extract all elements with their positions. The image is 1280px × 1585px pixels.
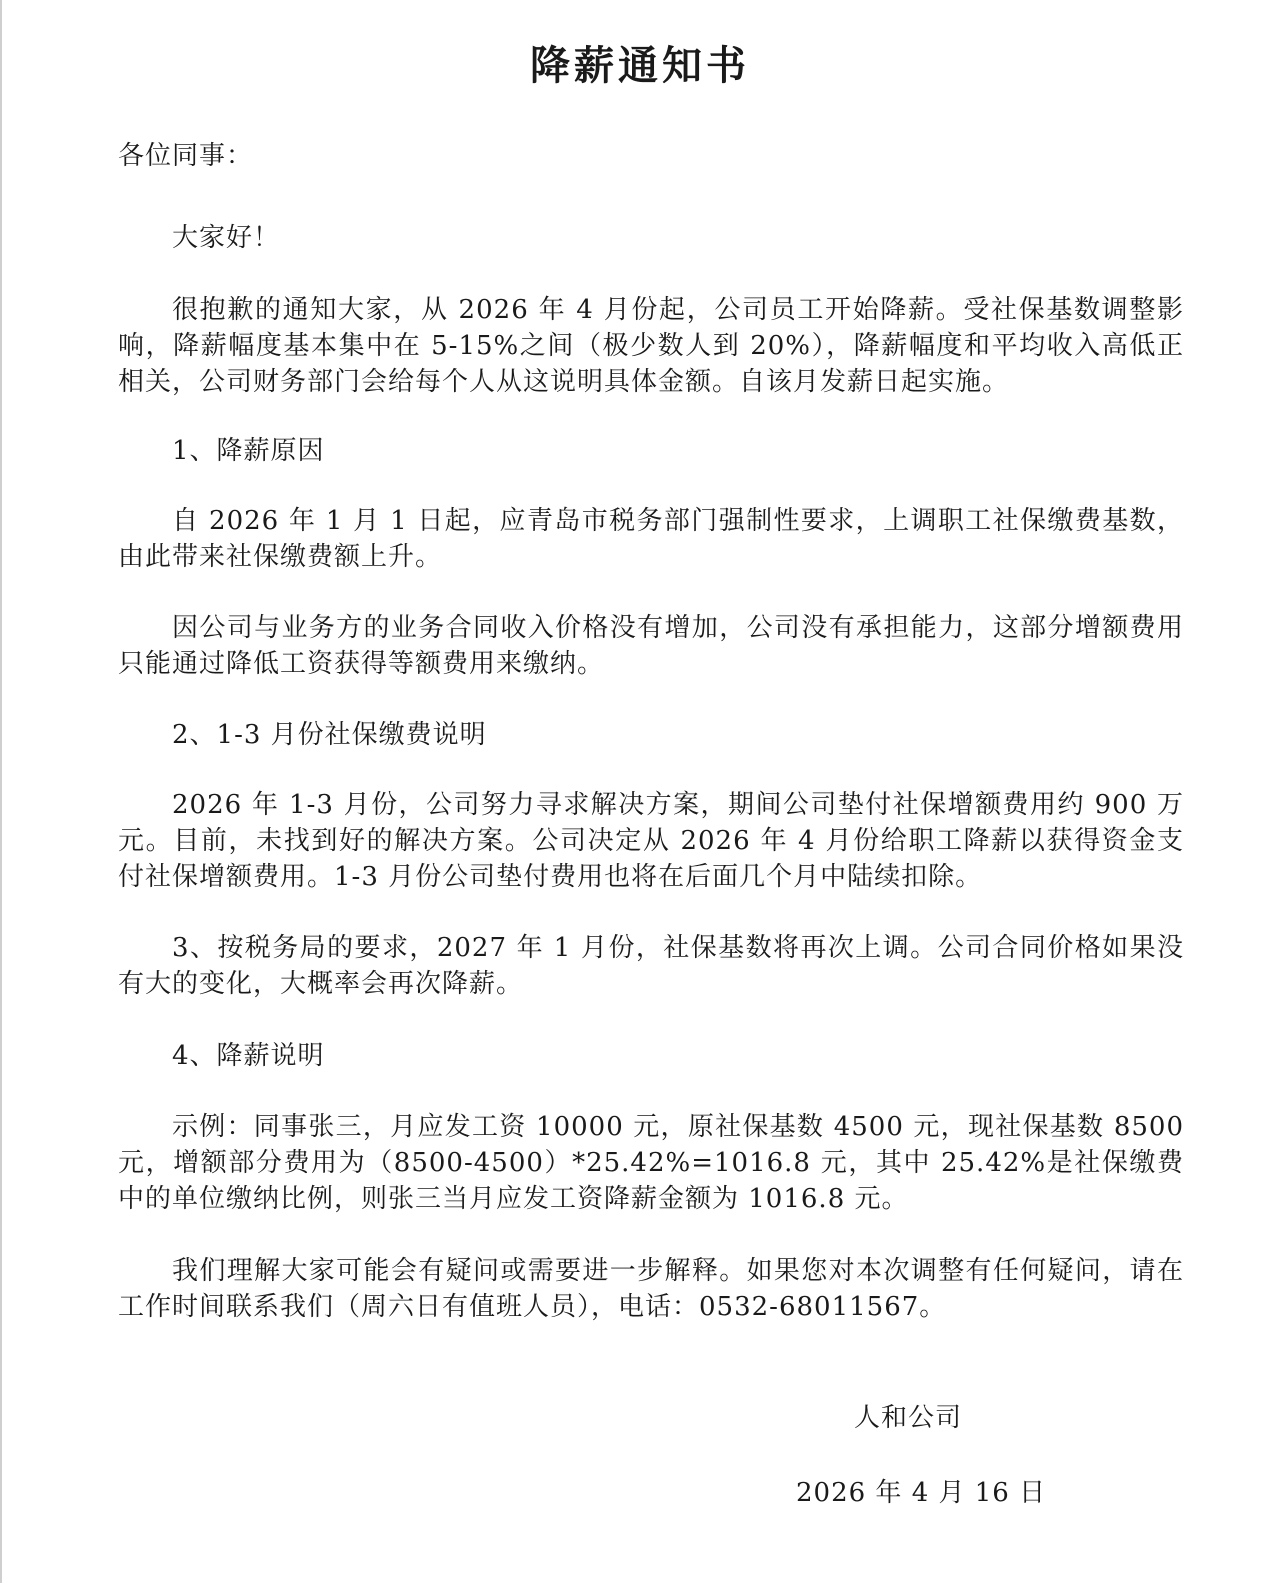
social-security-paragraph: 2026 年 1-3 月份，公司努力寻求解决方案，期间公司垫付社保增额费用约 900 万元。目前，未找到好的解决方案。公司决定从 2026 年 4 月份给职工降薪以获得资金支付社保增额费用。1-3 月份公司垫付费用也将在后面几个月中陆续扣除。 [118, 790, 1184, 892]
intro-paragraph: 很抱歉的通知大家，从 2026 年 4 月份起，公司员工开始降薪。受社保基数调整影响，降薪幅度基本集中在 5-15%之间（极少数人到 20%），降薪幅度和平均收入高低正相关，公司财务部门会给每个人从这说明具体金额。自该月发薪日起实施。 [118, 295, 1184, 397]
section-heading-1: 1、降薪原因 [172, 436, 325, 466]
example-paragraph: 示例：同事张三，月应发工资 10000 元，原社保基数 4500 元，现社保基数 8500 元，增额部分费用为（8500-4500）*25.42%=1016.8 元，其中 25.42%是社保缴费中的单位缴纳比例，则张三当月应发工资降薪金额为 1016.8 元。 [118, 1112, 1184, 1214]
salutation: 各位同事： [118, 141, 254, 171]
closing-paragraph: 我们理解大家可能会有疑问或需要进一步解释。如果您对本次调整有任何疑问，请在工作时间联系我们（周六日有值班人员），电话：0532-68011567。 [118, 1256, 1184, 1322]
signature-company: 人和公司 [854, 1403, 963, 1433]
section-heading-2: 2、1-3 月份社保缴费说明 [172, 720, 487, 750]
reason-paragraph-2: 因公司与业务方的业务合同收入价格没有增加，公司没有承担能力，这部分增额费用只能通过降低工资获得等额费用来缴纳。 [118, 613, 1184, 679]
section-3-paragraph: 3、按税务局的要求，2027 年 1 月份，社保基数将再次上调。公司合同价格如果没有大的变化，大概率会再次降薪。 [118, 933, 1184, 999]
document-title: 降薪通知书 [530, 43, 750, 89]
reason-paragraph-1: 自 2026 年 1 月 1 日起，应青岛市税务部门强制性要求，上调职工社保缴费基数，由此带来社保缴费额上升。 [118, 506, 1184, 572]
signature-date: 2026 年 4 月 16 日 [796, 1478, 1047, 1508]
greeting: 大家好！ [172, 223, 281, 253]
section-heading-4: 4、降薪说明 [172, 1041, 325, 1071]
